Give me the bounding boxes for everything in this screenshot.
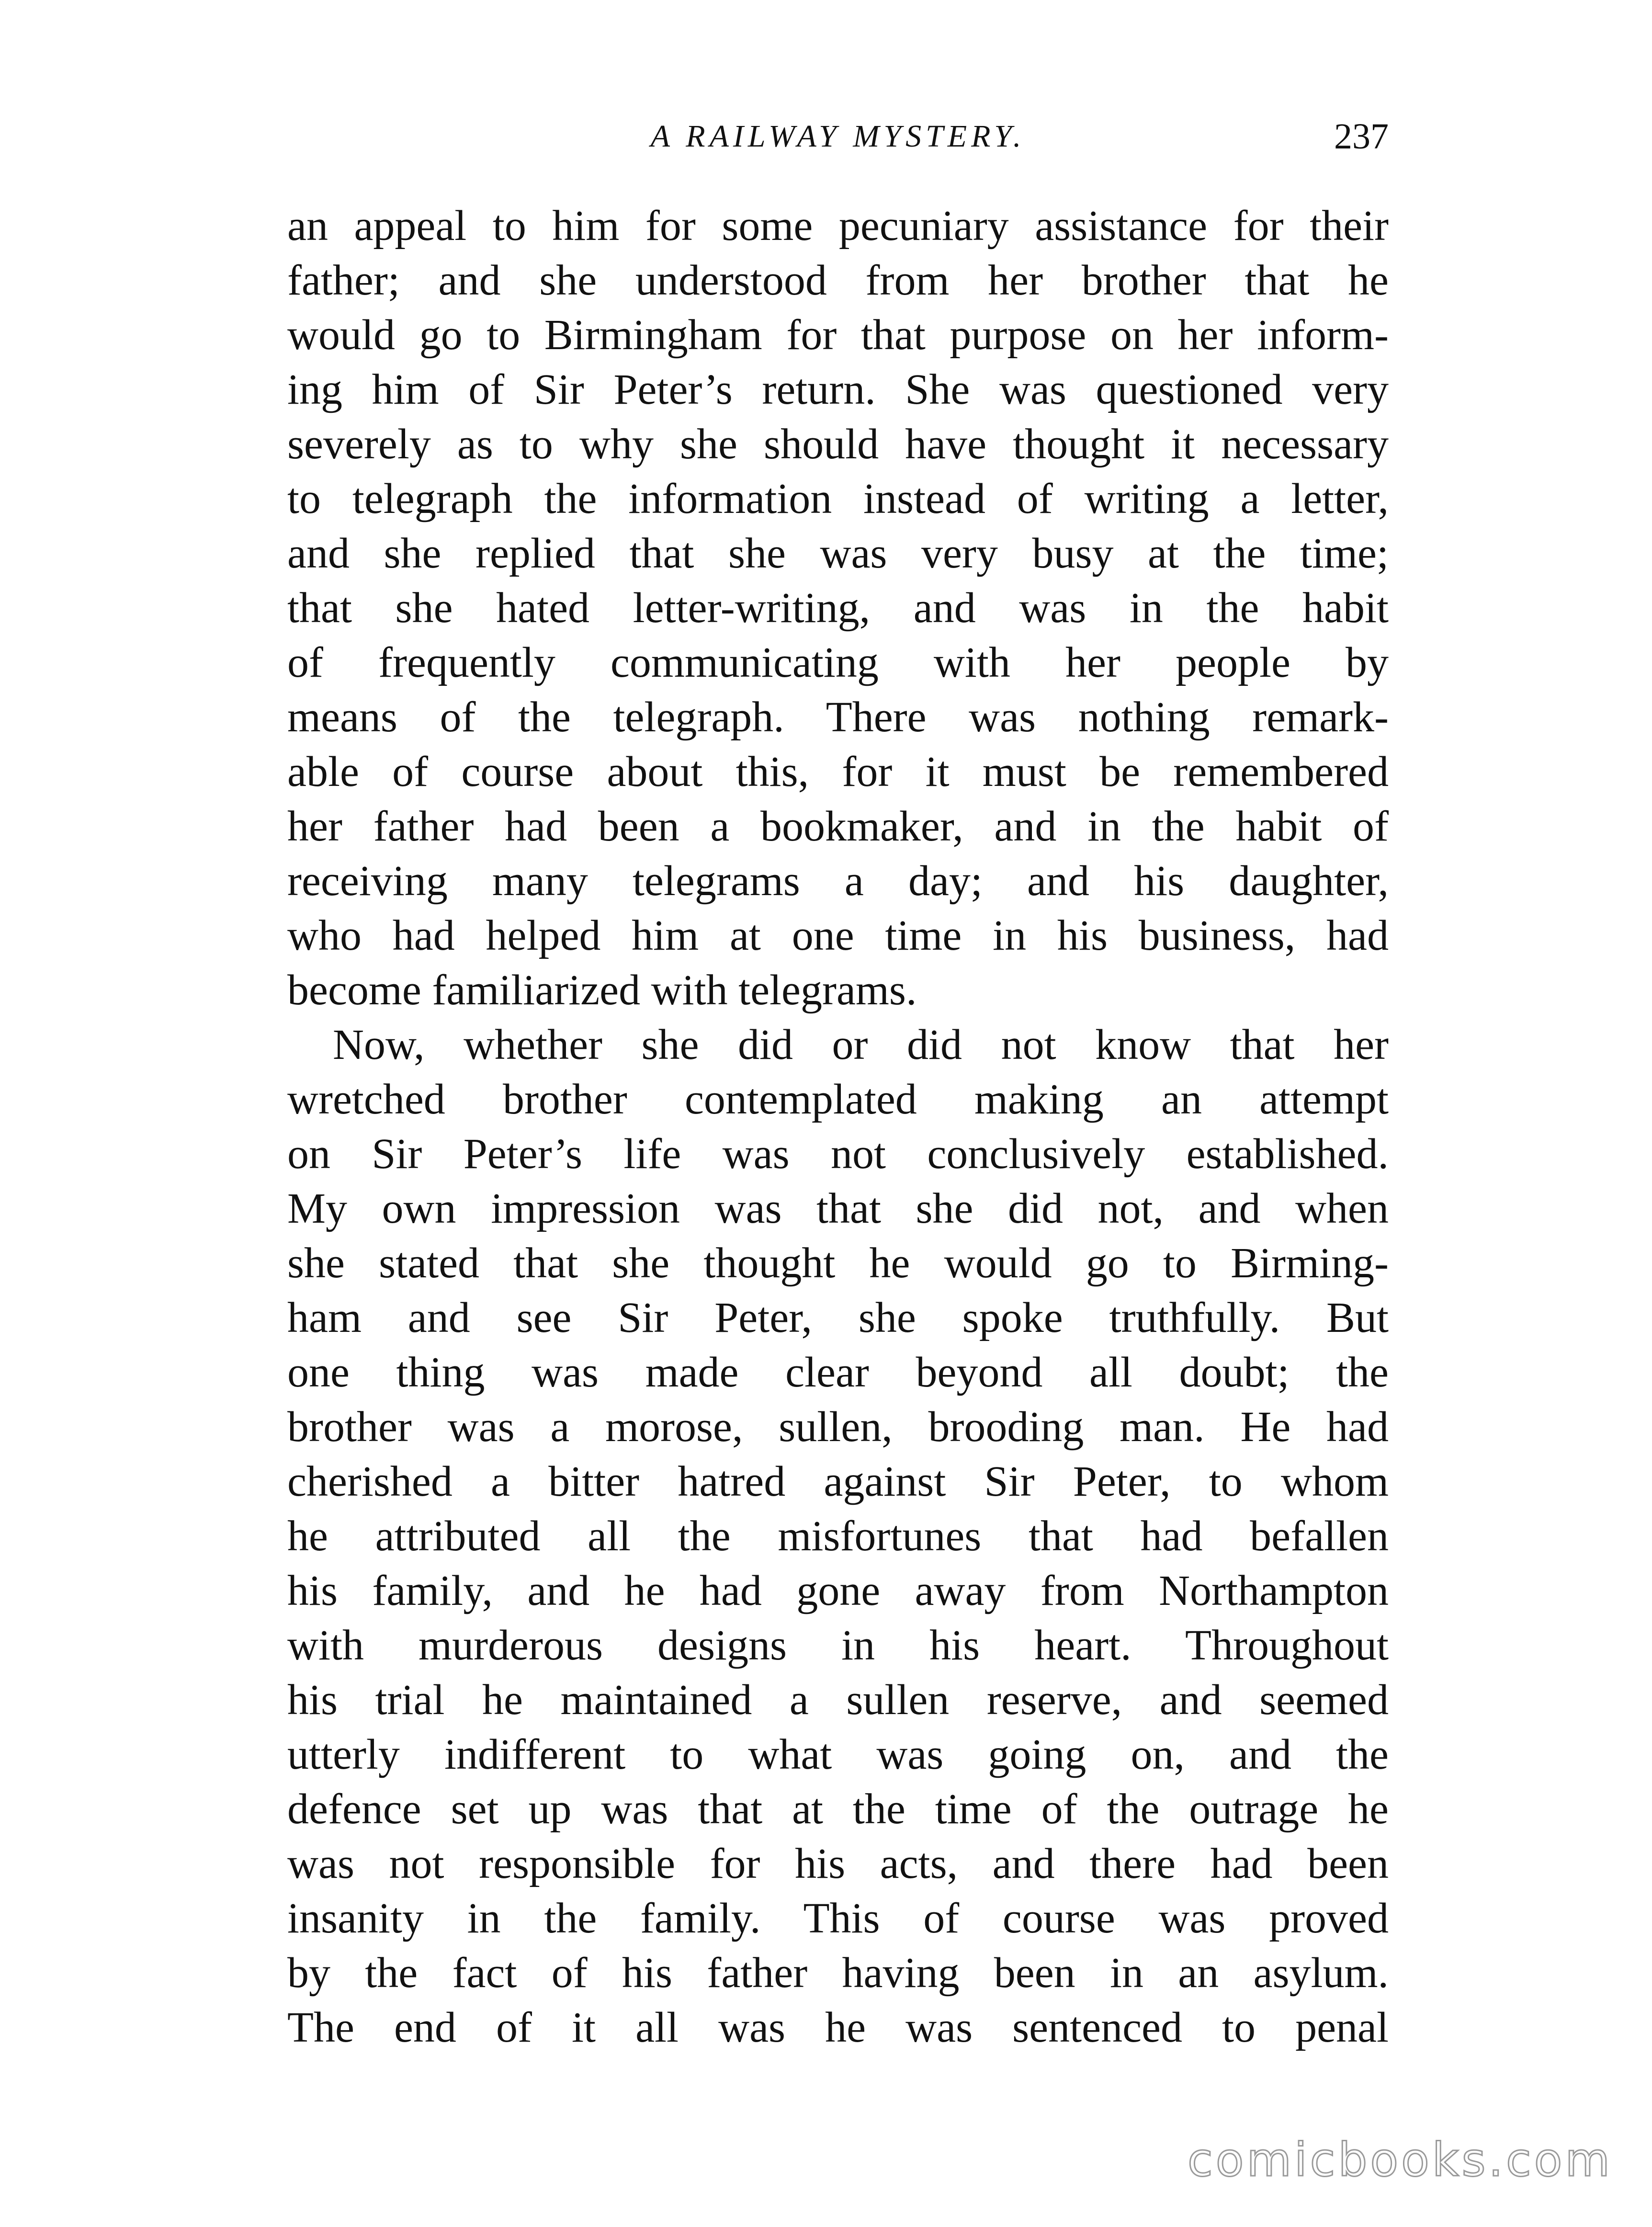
text-line: severely as to why she should have thought it necessary	[287, 420, 1389, 468]
text-line: would go to Birmingham for that purpose on her inform-	[287, 311, 1389, 359]
paragraph-end-line: become familiarized with telegrams.	[287, 966, 917, 1014]
text-line: My own impression was that she did not, and when	[287, 1185, 1389, 1232]
text-line: ing him of Sir Peter’s return. She was questioned very	[287, 366, 1389, 413]
running-title: A RAILWAY MYSTERY.	[650, 119, 1026, 154]
text-line: his trial he maintained a sullen reserve, and seemed	[287, 1676, 1389, 1724]
text-line: defence set up was that at the time of the outrage he	[287, 1785, 1389, 1833]
text-line: brother was a morose, sullen, brooding man. He had	[287, 1403, 1389, 1451]
text-line: able of course about this, for it must be remembered	[287, 748, 1389, 795]
page-number: 237	[1334, 116, 1389, 157]
text-line: The end of it all was he was sentenced to penal	[287, 2004, 1389, 2051]
text-line: and she replied that she was very busy at the time;	[287, 530, 1389, 577]
text-line: he attributed all the misfortunes that had befallen	[287, 1512, 1389, 1560]
text-line: receiving many telegrams a day; and his daughter,	[287, 857, 1389, 905]
running-head	[287, 108, 1389, 165]
text-line: ham and see Sir Peter, she spoke truthfully. But	[287, 1294, 1389, 1341]
text-line: insanity in the family. This of course was proved	[287, 1895, 1389, 1942]
body-text	[287, 199, 1389, 2055]
text-line: that she hated letter-writing, and was in the habit	[287, 584, 1389, 632]
text-line: she stated that she thought he would go to Birming-	[287, 1239, 1389, 1287]
watermark: comicbooks.com	[1187, 2133, 1613, 2187]
text-line: wretched brother contemplated making an attempt	[287, 1076, 1389, 1123]
text-line: cherished a bitter hatred against Sir Peter, to whom	[287, 1458, 1389, 1505]
text-line: her father had been a bookmaker, and in the habit of	[287, 803, 1389, 850]
text-line: an appeal to him for some pecuniary assistance for their	[287, 202, 1389, 250]
text-line: was not responsible for his acts, and there had been	[287, 1840, 1389, 1887]
text-line: to telegraph the information instead of writing a letter,	[287, 475, 1389, 523]
text-line: one thing was made clear beyond all doubt; the	[287, 1349, 1389, 1396]
text-line: who had helped him at one time in his business, had	[287, 912, 1389, 959]
text-line: by the fact of his father having been in an asylum.	[287, 1949, 1389, 1997]
text-line: with murderous designs in his heart. Throughout	[287, 1622, 1389, 1669]
text-line: means of the telegraph. There was nothing remark-	[287, 693, 1389, 741]
text-line: father; and she understood from her brother that he	[287, 257, 1389, 304]
paragraph-start-line: Now, whether she did or did not know that her	[333, 1021, 1389, 1068]
text-line: utterly indifferent to what was going on, and the	[287, 1731, 1389, 1778]
text-line: on Sir Peter’s life was not conclusively established.	[287, 1130, 1389, 1178]
text-line: his family, and he had gone away from Northampton	[287, 1567, 1389, 1614]
text-line: of frequently communicating with her people by	[287, 639, 1389, 686]
